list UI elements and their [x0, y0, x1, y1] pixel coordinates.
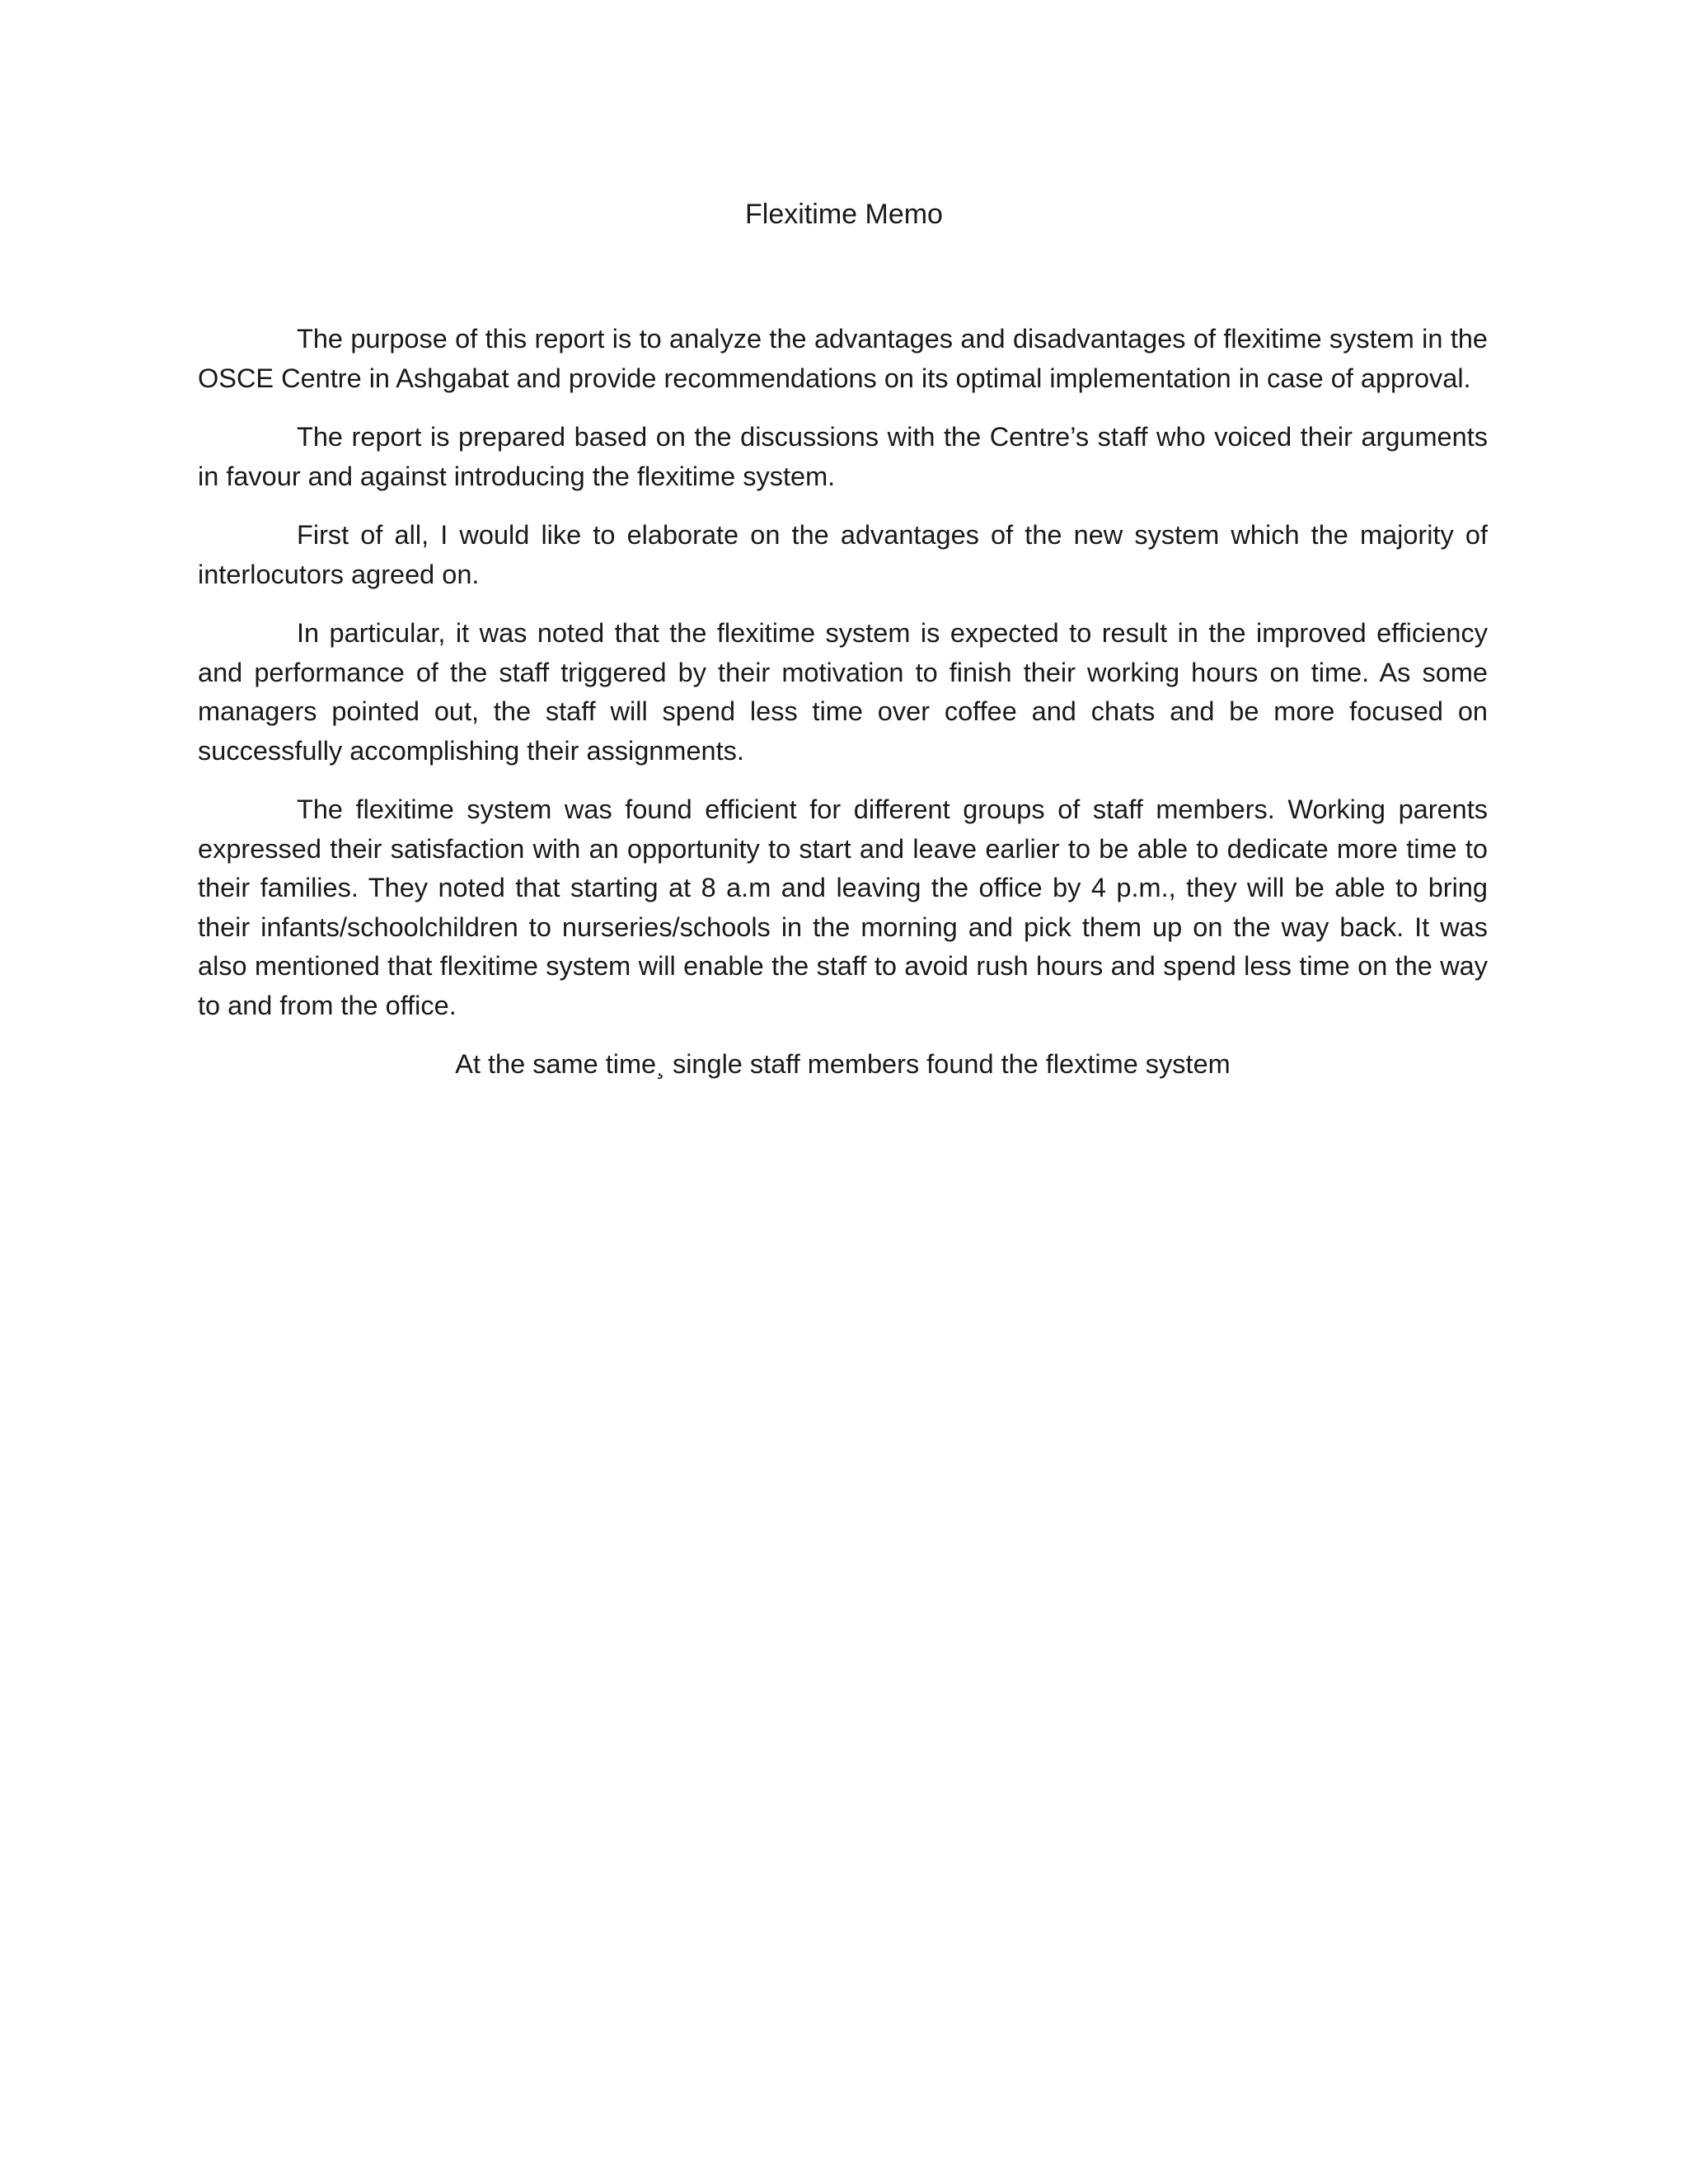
paragraph-efficiency: In particular, it was noted that the flexitime system is expected to result in the improved efficiency and performance of the staff triggered by their motivation to finish their working hours on time. As some managers pointed out, the staff will spend less time over coffee and chats and be more focused on successfully accomplishing their assignments. [198, 618, 1488, 766]
paragraph-basis: The report is prepared based on the discussions with the Centre’s staff who voiced their arguments in favour and against introducing the flexitime system. [198, 422, 1488, 491]
paragraph-closing: At the same time¸ single staff members found the flextime system [455, 1049, 1231, 1079]
memo-title: Flexitime Memo [745, 199, 943, 230]
paragraph-purpose: The purpose of this report is to analyze the advantages and disadvantages of flexitime system in the OSCE Centre in Ashgabat and provide recommendations on its optimal implementation in case of approval. [198, 324, 1488, 393]
paragraph-advantages-intro: First of all, I would like to elaborate on the advantages of the new system which the majority of interlocutors agreed on. [198, 520, 1488, 589]
paragraph-staff-groups: The flexitime system was found efficient for different groups of staff members. Working parents expressed their satisfaction with an opportunity to start and leave earlier to be able to dedicate more time to their families. They noted that starting at 8 a.m and leaving the office by 4 p.m., they will be able to bring their infants/schoolchildren to nurseries/schools in the morning and pick them up on the way back. It was also mentioned that flexitime system will enable the staff to avoid rush hours and spend less time on the way to and from the office. [198, 794, 1488, 1020]
memo-body [198, 320, 1488, 1085]
